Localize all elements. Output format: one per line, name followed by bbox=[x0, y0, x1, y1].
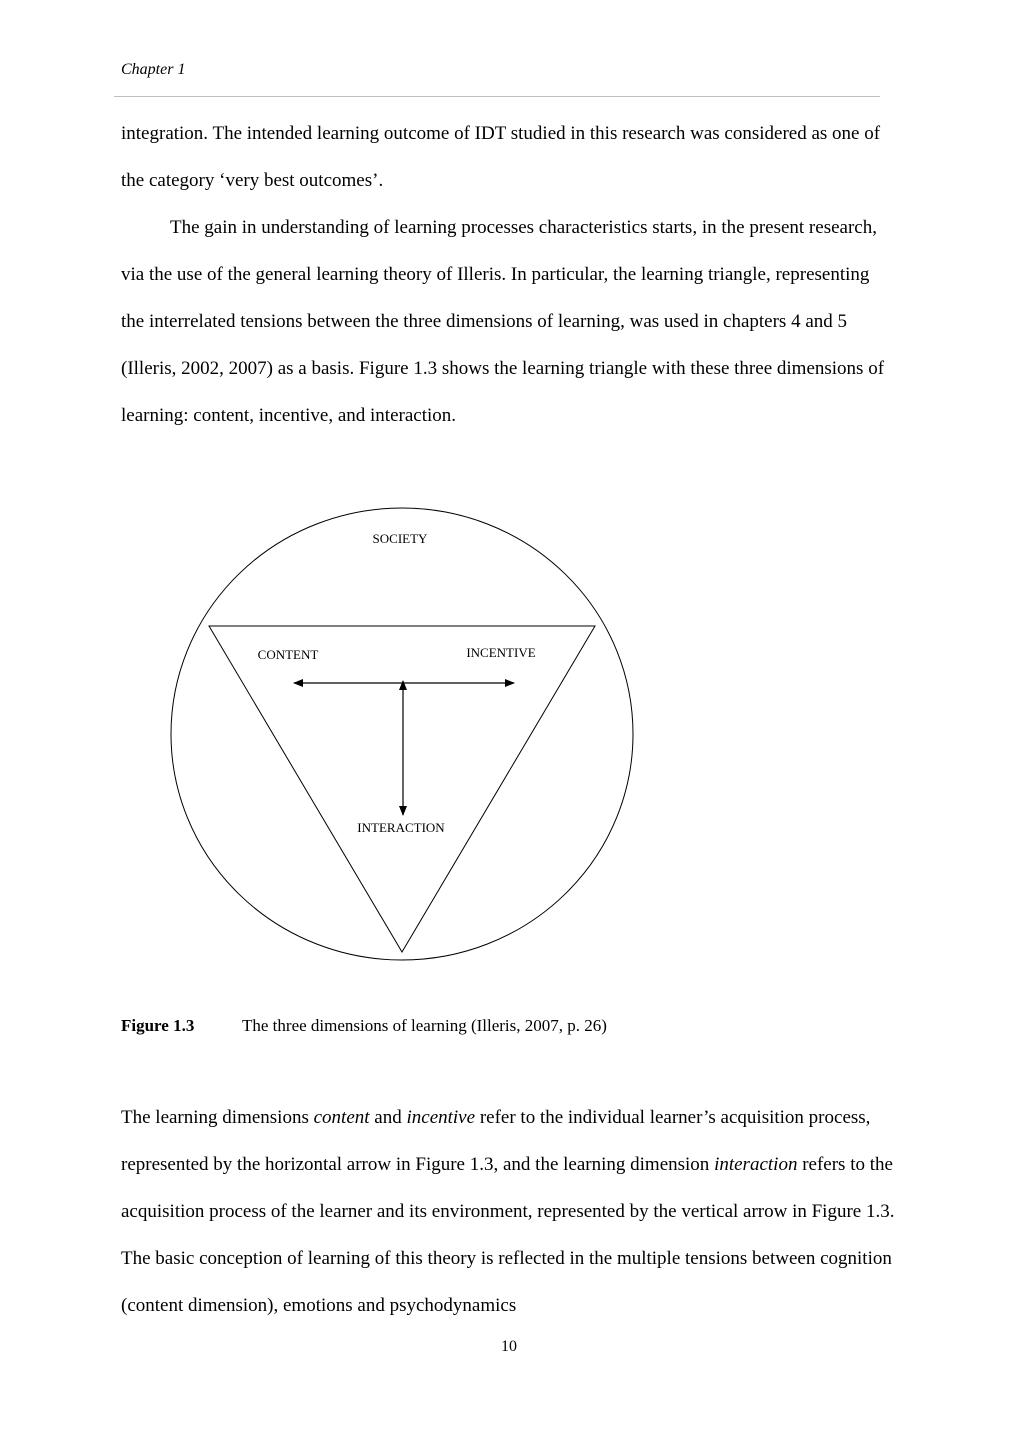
figure-caption bbox=[121, 1014, 607, 1038]
learning-triangle bbox=[209, 626, 595, 952]
page-number: 10 bbox=[501, 1338, 517, 1355]
running-head: Chapter 1 bbox=[121, 61, 186, 78]
paragraph-3-text-1: The learning dimensions bbox=[121, 1107, 314, 1128]
paragraph-1: integration. The intended learning outcome of IDT studied in this research was considered as one of the category ‘very best outcomes’. bbox=[121, 123, 881, 191]
paragraph-3-text-4: refers to the acquisition process of the learner and its environment, represented by the vertical arrow in Figure 1.3. The basic conception of learning of this theory is reflected in the multiple tensions between cognition (content dimension), emotions and psychodynamics bbox=[121, 1154, 895, 1316]
paragraph-3-text-3: refer to the individual learner’s acquisition process, represented by the horizontal arrow in Figure 1.3, and the learning dimension bbox=[121, 1107, 871, 1175]
paragraph-3-text-2: and bbox=[369, 1107, 407, 1128]
label-society: SOCIETY bbox=[372, 531, 428, 546]
label-content: CONTENT bbox=[257, 647, 319, 662]
label-incentive: INCENTIVE bbox=[466, 645, 536, 660]
figure-caption-label: Figure 1.3 bbox=[121, 1016, 195, 1035]
header-rule bbox=[114, 96, 880, 97]
paragraph-2 bbox=[121, 204, 896, 439]
society-circle bbox=[171, 508, 633, 960]
figure-caption-text: The three dimensions of learning (Illeris, 2007, p. 26) bbox=[242, 1016, 607, 1035]
paragraph-2-text: The gain in understanding of learning processes characteristics starts, in the present research, via the use of the general learning theory of Illeris. In particular, the learning triangle, representing the interrelated tensions between the three dimensions of learning, was used in chapters 4 and 5 (Illeris, 2002, 2007) as a basis. Figure 1.3 shows the learning triangle with these three dimensions of learning: content, incentive, and interaction. bbox=[121, 217, 885, 426]
term-interaction: interaction bbox=[714, 1154, 798, 1175]
term-content: content bbox=[313, 1107, 370, 1128]
label-interaction: INTERACTION bbox=[357, 820, 445, 835]
term-incentive: incentive bbox=[406, 1107, 476, 1128]
paragraph-3 bbox=[121, 1094, 896, 1329]
